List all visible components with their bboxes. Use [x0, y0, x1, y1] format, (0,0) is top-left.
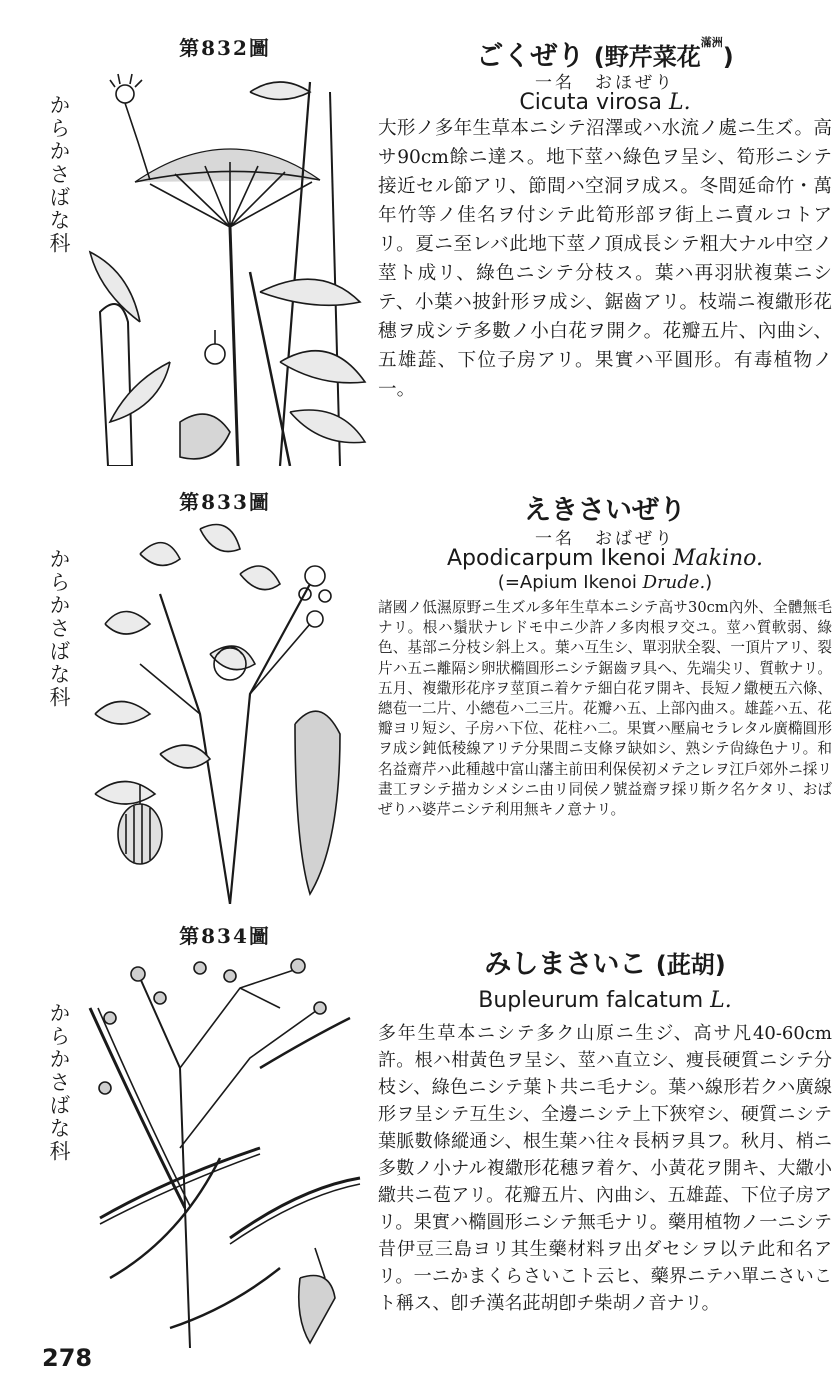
synonym-author: Drude. [642, 572, 706, 593]
description: 諸國ノ低濕原野ニ生ズル多年生草本ニシテ高サ30cm內外、全體無毛ナリ。根ハ鬚狀ナレドモ中ニ少許ノ多肉根ヲ交ユ。莖ハ質軟弱、綠色、基部ニ分枝シ斜上ス。葉ハ互生シ、單羽狀全裂、一頂片アリ、裂片ハ五ニ離隔シ卵狀橢圓形ニシテ鋸齒ヲ具ヘ、先端尖リ、質軟ナリ。五月、複繖形花序ヲ莖頂ニ着ケテ細白花ヲ開キ、長短ノ繖梗五六條、總苞一二片、小總苞ハ二三片。花瓣ハ五、上部內曲ス。雄蕋ハ五、花瓣ヨリ短シ、子房ハ下位、花柱ハ二。果實ハ壓扁セラレタル廣橢圓形ヲ成シ鈍低稜線アリテ分果間ニ支條ヲ缺如シ、熟シテ尙綠色ナリ。和名益齋芹ハ此種越中富山藩主前田利保侯初メテ之レヲ江戶郊外ニ採リ畫工ヲシテ描カシメシニ由リ同侯ノ號益齋ヲ採リ斯ク名ケタリ、おばぜりハ婆芹ニシテ利用無キノ意ナリ。 [378, 599, 832, 819]
entry-title [375, 942, 835, 981]
description: 多年生草本ニシテ多ク山原ニ生ジ、高サ凡40-60cm許。根ハ柑黃色ヲ呈シ、莖ハ直立シ、痩長硬質ニシテ分枝シ、綠色ニシテ葉ト共ニ毛ナシ。葉ハ線形若クハ廣線形ヲ呈シテ互生シ、全邊ニシテ上下狹窄シ、硬質ニシテ葉脈數條縱通シ、根生葉ハ往々長柄ヲ具フ。秋月、梢ニ多數ノ小ナル複繖形花穗ヲ着ケ、小黃花ヲ開キ、大繖小繖共ニ苞アリ。花瓣五片、內曲シ、五雄蕋、下位子房アリ。果實ハ橢圓形ニシテ無毛ナリ。藥用植物ノ一ニシテ昔伊豆三島ヨリ其生藥材料ヲ出ダセシヲ以テ此和名アリ。一ニかまくらさいこト云ヒ、藥界ニテハ單ニさいこト稱ス、卽チ漢名茈胡卽チ柴胡ノ音ナリ。 [378, 1023, 832, 1314]
title-kana: えきさいぜり [524, 495, 686, 526]
family-label: からかさばな科 [47, 94, 71, 255]
entry-832 [0, 24, 840, 474]
description: 大形ノ多年生草本ニシテ沼澤或ハ水流ノ處ニ生ズ。高サ90cm餘ニ達ス。地下莖ハ綠色ヲ呈シ、筍形ニシテ接近セル節アリ、節間ハ空洞ヲ成ス。冬間延命竹・萬年竹等ノ佳名ヲ付シテ此筍形部ヲ街上ニ賣ルコトアリ。夏ニ至レバ此地下莖ノ頂成長シテ粗大ナル中空ノ莖ト成リ、綠色ニシテ分枝ス。葉ハ再羽狀複葉ニシテ、小葉ハ披針形ヲ成シ、鋸齒アリ。枝端ニ複繖形花穗ヲ成シテ多數ノ小白花ヲ開ク。花瓣五片、內曲シ、五雄蕋、下位子房アリ。果實ハ平圓形。有毒植物ノ一。 [378, 118, 832, 400]
apodicarpum-drawing [80, 514, 370, 904]
alternate-name: 一名 おほぜり [535, 73, 675, 93]
entry-833 [0, 478, 840, 908]
synonym-close: ) [705, 572, 713, 593]
title-kana: ごくぜり [476, 41, 585, 72]
family-label: からかさばな科 [47, 1002, 71, 1163]
author-abbrev: L. [669, 90, 691, 115]
scientific-name [375, 988, 835, 1013]
bupleurum-drawing [80, 948, 370, 1348]
scientific-name [375, 546, 835, 571]
plant-illustration-cicuta [80, 62, 370, 466]
page-number: 278 [42, 1344, 93, 1372]
entry-834 [0, 912, 840, 1352]
author-abbrev: L. [710, 988, 732, 1013]
family-label: からかさばな科 [47, 548, 71, 709]
scientific-name [375, 90, 835, 115]
synonym [375, 572, 835, 593]
title-kanji: (茈胡) [655, 951, 726, 979]
binomial: Bupleurum falcatum [478, 988, 704, 1013]
binomial: Cicuta virosa [519, 90, 663, 115]
author-abbrev: Makino. [672, 546, 764, 571]
alternate-name: 一名 おばぜり [535, 529, 675, 549]
title-kana: みしまさいこ [484, 949, 647, 980]
plant-illustration-apodicarpum [80, 514, 370, 904]
synonym-name: (=Apium Ikenoi [497, 572, 637, 593]
figure-label: 第833圖 [179, 490, 271, 514]
binomial: Apodicarpum Ikenoi [446, 546, 666, 571]
title-note: 滿洲 [700, 36, 723, 49]
figure-label: 第834圖 [179, 924, 271, 948]
title-close: ) [722, 43, 734, 71]
plant-illustration-bupleurum [80, 948, 370, 1348]
entry-title [375, 488, 835, 527]
title-kanji: (野芹菜花 [593, 43, 701, 71]
figure-label: 第832圖 [179, 36, 271, 60]
cicuta-drawing [80, 62, 370, 466]
